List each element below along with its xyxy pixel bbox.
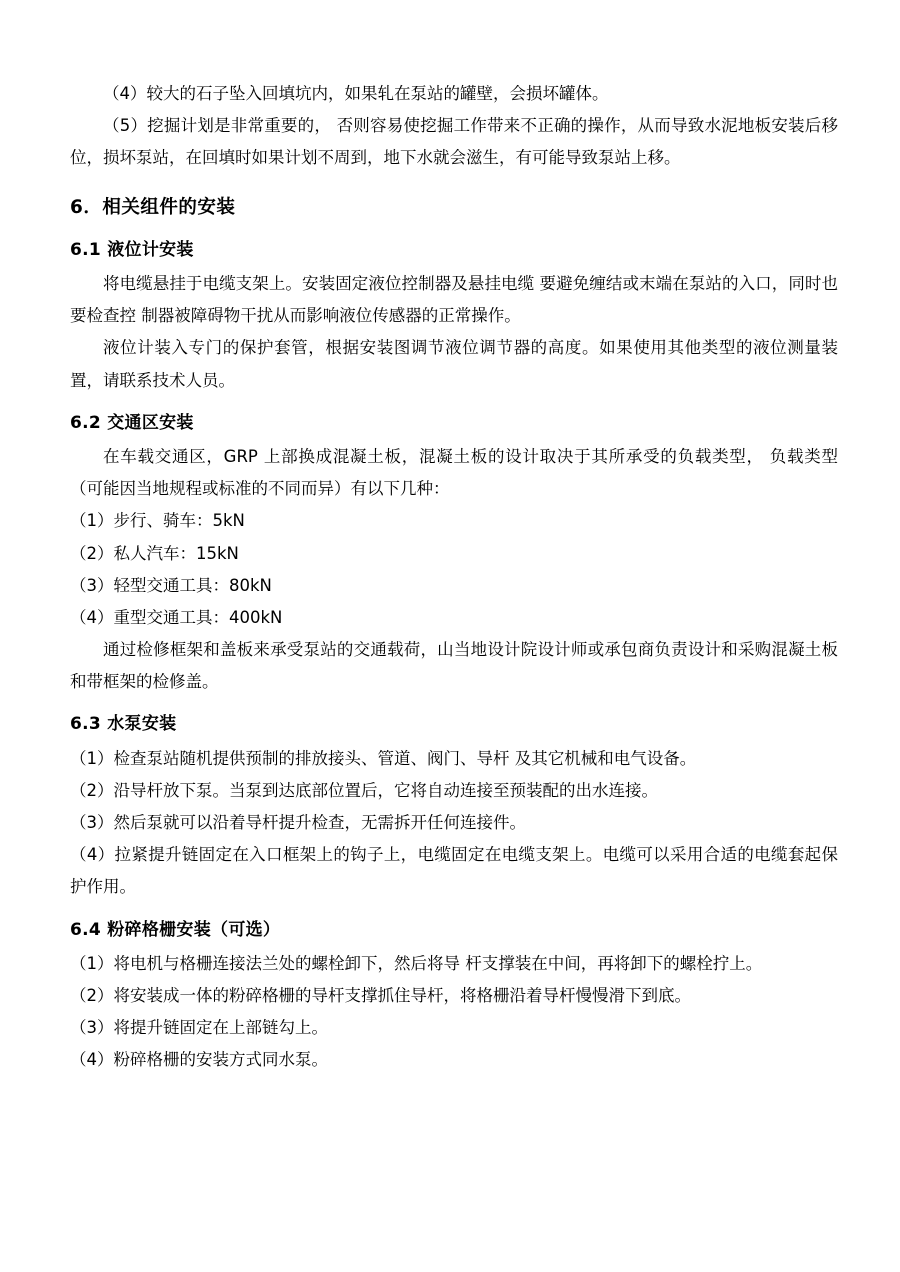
list-item-6-2-3: （3）轻型交通工具：80kN [70,575,272,595]
paragraph-intro-5: （5）挖掘计划是非常重要的， 否则容易使挖掘工作带来不正确的操作，从而导致水泥地板安装后移位，损坏泵站，在回填时如果计划不周到，地下水就会滋生，有可能导致泵站上移。 [70,116,838,168]
list-item-6-4-2: （2）将安装成一体的粉碎格栅的导杆支撑抓住导杆，将格栅沿着导杆慢慢滑下到底。 [70,986,691,1006]
subheading-6-2: 6.2 交通区安装 [70,412,194,433]
paragraph-6-2-1: 在车载交通区，GRP 上部换成混凝土板，混凝土板的设计取决于其所承受的负载类型， 负载类型（可能因当地规程或标准的不同而异）有以下几种： [70,447,838,499]
list-item-6-4-1: （1）将电机与格栅连接法兰处的螺栓卸下，然后将导 杆支撑装在中间，再将卸下的螺栓拧上。 [70,953,763,973]
list-item-6-2-1: （1）步行、骑车：5kN [70,511,245,531]
section-heading-6: 6．相关组件的安装 [70,196,236,218]
list-item-6-3-1: （1）检查泵站随机提供预制的排放接头、管道、阀门、导杆 及其它机械和电气设备。 [70,748,697,768]
list-item-6-4-3: （3）将提升链固定在上部链勾上。 [70,1018,328,1038]
paragraph-6-1-2: 液位计装入专门的保护套管，根据安装图调节液位调节器的高度。如果使用其他类型的液位测量装置，请联系技术人员。 [70,338,838,390]
list-item-6-4-4: （4）粉碎格栅的安装方式同水泵。 [70,1050,328,1070]
list-item-6-2-4: （4）重型交通工具：400kN [70,607,283,627]
paragraph-intro-4: （4）较大的石子坠入回填坑内，如果轧在泵站的罐壁，会损坏罐体。 [103,84,609,103]
list-item-6-2-2: （2）私人汽车：15kN [70,543,239,563]
subheading-6-1: 6.1 液位计安装 [70,239,194,260]
paragraph-6-2-2: 通过检修框架和盖板来承受泵站的交通载荷，山当地设计院设计师或承包商负责设计和采购混凝土板和带框架的检修盖。 [70,640,838,692]
document-body [70,78,838,1077]
subheading-6-3: 6.3 水泵安装 [70,714,177,735]
paragraph-6-1-1: 将电缆悬挂于电缆支架上。安装固定液位控制器及悬挂电缆 要避免缠结或末端在泵站的入口，同时也要检查控 制器被障碍物干扰从而影响液位传感器的正常操作。 [70,274,838,326]
list-item-6-3-4: （4）拉紧提升链固定在入口框架上的钩子上，电缆固定在电缆支架上。电缆可以采用合适的电缆套起保护作用。 [70,845,838,897]
list-item-6-3-2: （2）沿导杆放下泵。当泵到达底部位置后，它将自动连接至预装配的出水连接。 [70,780,658,800]
list-item-6-3-3: （3）然后泵就可以沿着导杆提升检查，无需拆开任何连接件。 [70,813,526,833]
subheading-6-4: 6.4 粉碎格栅安装（可选） [70,919,281,940]
